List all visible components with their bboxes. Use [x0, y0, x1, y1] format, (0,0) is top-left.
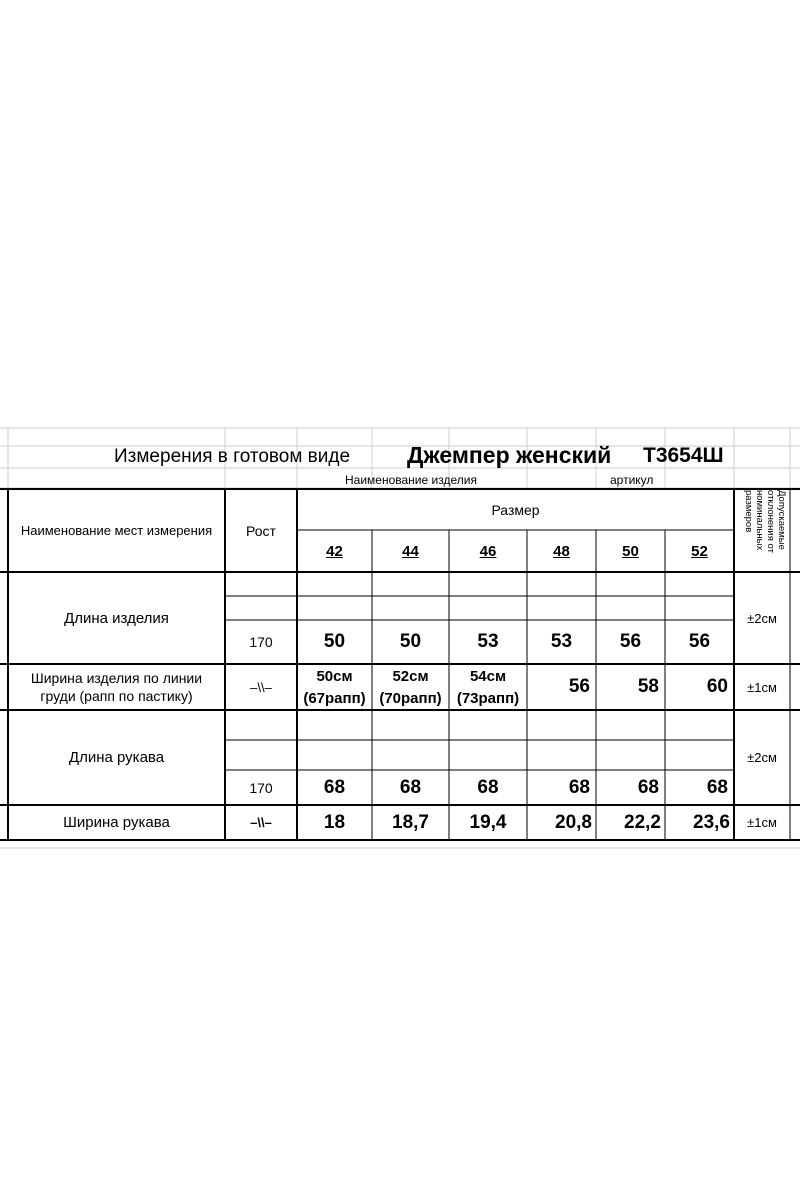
value-cell: 54см (73рапп): [456, 667, 520, 707]
value-cell: 68: [706, 776, 728, 798]
column-header-size: Размер: [491, 501, 540, 518]
row-name-sleeve-length: Длина рукава: [68, 749, 165, 766]
value-cell: 22,2: [624, 811, 661, 833]
product-name: Джемпер женский: [407, 442, 612, 468]
product-name-caption: Наименование изделия: [345, 473, 477, 487]
value-cell: 68: [568, 776, 590, 798]
size-50: 50: [622, 542, 639, 560]
article-caption: артикул: [610, 473, 654, 487]
column-header-tolerance: [734, 490, 796, 572]
value-cell: 60: [706, 676, 728, 698]
size-42: 42: [326, 542, 343, 560]
size-52: 52: [691, 542, 708, 560]
size-48: 48: [553, 542, 570, 560]
value-cell: 68: [477, 776, 499, 798]
value-cell: 53: [550, 631, 573, 653]
row-tolerance: ±2см: [747, 750, 777, 766]
value-cell: 53: [477, 631, 499, 653]
value-cell: 20,8: [555, 811, 592, 833]
row-name-chest-width: Ширина изделия по линии груди (рапп по пастику): [30, 670, 203, 704]
value-cell: 56: [688, 631, 711, 653]
size-46: 46: [479, 542, 497, 560]
value-cell: 68: [323, 776, 346, 798]
row-tolerance: ±2см: [747, 610, 777, 626]
row-height-ditto: –\\–: [250, 679, 272, 695]
value-cell: 56: [619, 631, 642, 653]
size-44: 44: [402, 542, 419, 560]
value-cell: 18: [323, 811, 346, 833]
value-cell: 18,7: [392, 811, 429, 833]
column-header-height: Рост: [246, 522, 276, 539]
value-cell: 50: [323, 631, 346, 653]
value-cell: 52см (70рапп): [379, 667, 442, 707]
row-name-sleeve-width: Ширина рукава: [63, 814, 170, 831]
value-cell: 50: [399, 631, 422, 653]
value-cell: 58: [637, 676, 659, 698]
value-cell: 23,6: [693, 811, 730, 833]
article-code: Т3654Ш: [643, 444, 724, 467]
value-cell: 50см (67рапп): [303, 667, 366, 707]
tolerance-header-text: Допускаемые отклонения от номинальных размеров: [743, 490, 787, 553]
row-height-ditto: –\\–: [250, 815, 272, 831]
row-height-sleeve-length: 170: [249, 779, 273, 796]
row-name-product-length: Длина изделия: [64, 609, 169, 627]
value-cell: 68: [637, 776, 659, 798]
row-tolerance: ±1см: [747, 679, 777, 695]
value-cell: 56: [568, 676, 590, 698]
measurements-title: Измерения в готовом виде: [114, 446, 351, 467]
value-cell: 68: [399, 776, 422, 798]
value-cell: 19,4: [469, 811, 507, 833]
column-header-place: Наименование мест измерения: [20, 523, 213, 539]
row-tolerance: ±1см: [747, 815, 777, 831]
row-height-product-length: 170: [249, 634, 273, 651]
